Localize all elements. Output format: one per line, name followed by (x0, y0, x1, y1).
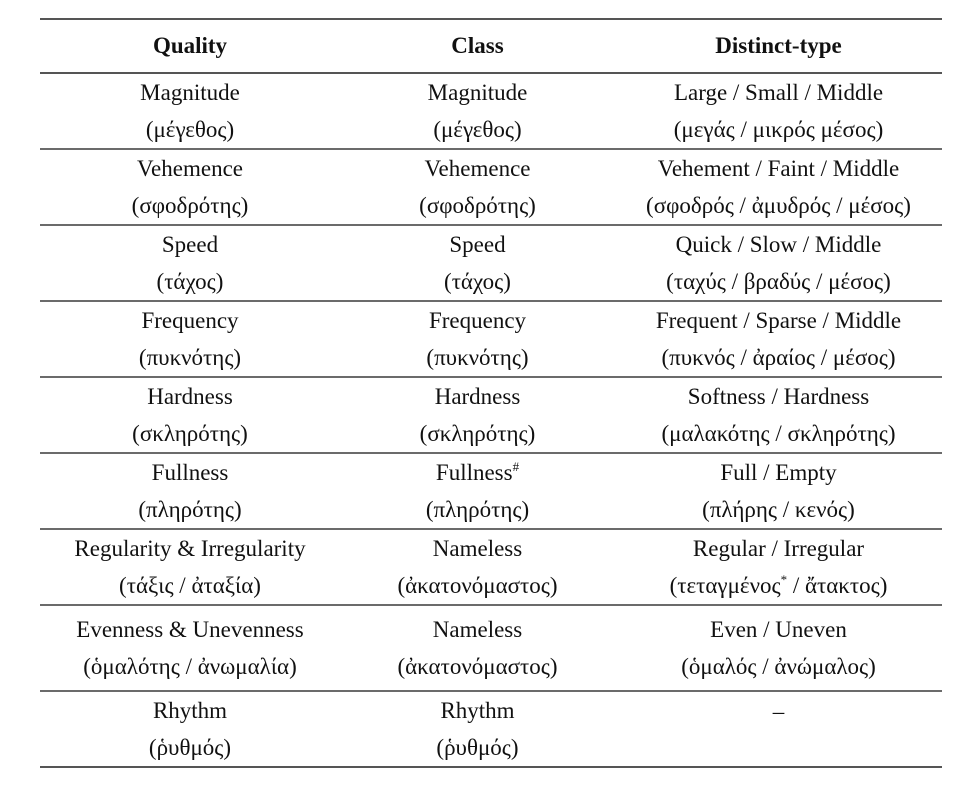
class-name: Fullness (435, 460, 513, 485)
table-row (40, 453, 942, 529)
table-row (40, 149, 942, 225)
quality-greek: (ῥυθμός) (148, 735, 232, 760)
quality-name: Frequency (141, 308, 239, 333)
asterisk-footnote-mark: * (780, 572, 788, 587)
distinct-type-greek: (πλήρης / κενός) (702, 497, 855, 522)
distinct-type-greek: (μαλακότης / σκληρότης) (661, 421, 896, 446)
class-name-line (340, 454, 615, 491)
distinct-type-cell (615, 73, 942, 149)
distinct-type-greek: (ταχύς / βραδύς / μέσος) (666, 269, 891, 294)
distinct-type-name: Softness / Hardness (687, 384, 870, 409)
class-greek: (σφοδρότης) (419, 193, 536, 218)
distinct-type-dash: – (772, 698, 785, 724)
quality-name: Speed (161, 232, 219, 257)
table-row (40, 73, 942, 149)
class-cell (340, 149, 615, 225)
distinct-type-name: Vehement / Faint / Middle (657, 156, 900, 181)
quality-name: Regularity & Irregularity (74, 536, 306, 561)
distinct-type-cell (615, 529, 942, 605)
header-quality: Quality (40, 19, 340, 73)
class-greek: (μέγεθος) (433, 117, 522, 142)
quality-cell (40, 301, 340, 377)
quality-cell (40, 605, 340, 691)
distinct-type-name: Large / Small / Middle (673, 80, 884, 105)
quality-cell (40, 529, 340, 605)
quality-cell (40, 377, 340, 453)
class-name: Speed (449, 232, 506, 257)
distinct-type-name: Quick / Slow / Middle (675, 232, 882, 257)
class-name: Nameless (432, 617, 523, 642)
distinct-type-cell (615, 225, 942, 301)
table-row (40, 225, 942, 301)
hash-footnote-mark: # (512, 459, 520, 474)
class-name: Rhythm (440, 698, 515, 723)
class-cell (340, 377, 615, 453)
distinct-type-name: Even / Uneven (710, 617, 847, 642)
quality-greek: (πληρότης) (138, 497, 242, 522)
class-greek: (ἀκατονόμαστος) (397, 573, 558, 598)
distinct-type-cell (615, 605, 942, 691)
class-name: Magnitude (427, 80, 528, 105)
class-cell (340, 529, 615, 605)
class-cell (340, 73, 615, 149)
class-greek: (ἀκατονόμαστος) (397, 654, 558, 679)
distinct-type-cell (615, 453, 942, 529)
table-row (40, 691, 942, 767)
quality-name: Vehemence (137, 156, 243, 181)
quality-cell (40, 73, 340, 149)
table-row (40, 605, 942, 691)
class-greek: (πληρότης) (425, 497, 530, 522)
class-name: Nameless (432, 536, 523, 561)
class-greek: (ῥυθμός) (436, 735, 519, 760)
distinct-type-greek-part: (τεταγμένος (669, 573, 781, 598)
distinct-type-cell (615, 691, 942, 767)
header-distinct-type: Distinct-type (615, 19, 942, 73)
distinct-type-greek: (σφοδρός / ἀμυδρός / μέσος) (646, 193, 911, 218)
distinct-type-greek: (μεγάς / μικρός μέσος) (673, 117, 884, 142)
class-cell (340, 301, 615, 377)
distinct-type-greek-line (615, 567, 942, 604)
quality-name: Magnitude (140, 80, 240, 105)
class-greek: (τάχος) (444, 269, 511, 294)
quality-name: Fullness (151, 460, 229, 485)
class-name: Frequency (428, 308, 527, 333)
distinct-type-name: Regular / Irregular (692, 536, 865, 561)
quality-name: Evenness & Unevenness (76, 617, 304, 642)
class-greek: (πυκνότης) (426, 345, 529, 370)
quality-greek: (πυκνότης) (138, 345, 242, 370)
quality-greek: (μέγεθος) (145, 117, 235, 142)
class-cell (340, 605, 615, 691)
quality-greek: (σφοδρότης) (131, 193, 249, 218)
quality-name: Hardness (147, 384, 233, 409)
distinct-type-cell (615, 301, 942, 377)
class-name: Hardness (434, 384, 521, 409)
class-name: Vehemence (424, 156, 531, 181)
quality-greek: (ὁμαλότης / ἀνωμαλία) (83, 654, 297, 679)
qualities-table-container (40, 18, 942, 768)
table-row (40, 301, 942, 377)
class-cell (340, 691, 615, 767)
distinct-type-greek: (ὁμαλός / ἀνώμαλος) (681, 654, 876, 679)
table-row (40, 529, 942, 605)
class-cell (340, 453, 615, 529)
quality-name: Rhythm (152, 698, 228, 723)
distinct-type-greek-part: / ἄτακτος) (787, 573, 888, 598)
quality-cell (40, 453, 340, 529)
qualities-table (40, 18, 942, 768)
header-row (40, 19, 942, 73)
quality-greek: (σκληρότης) (132, 421, 248, 446)
distinct-type-cell (615, 377, 942, 453)
table-row (40, 377, 942, 453)
quality-cell (40, 225, 340, 301)
quality-greek: (τάχος) (156, 269, 224, 294)
distinct-type-name: Frequent / Sparse / Middle (655, 308, 902, 333)
quality-cell (40, 149, 340, 225)
class-greek: (σκληρότης) (419, 421, 536, 446)
quality-greek: (τάξις / ἀταξία) (119, 573, 261, 598)
distinct-type-greek: (πυκνός / ἀραίος / μέσος) (661, 345, 896, 370)
quality-cell (40, 691, 340, 767)
class-cell (340, 225, 615, 301)
distinct-type-cell (615, 149, 942, 225)
header-class: Class (340, 19, 615, 73)
distinct-type-name: Full / Empty (720, 460, 837, 485)
